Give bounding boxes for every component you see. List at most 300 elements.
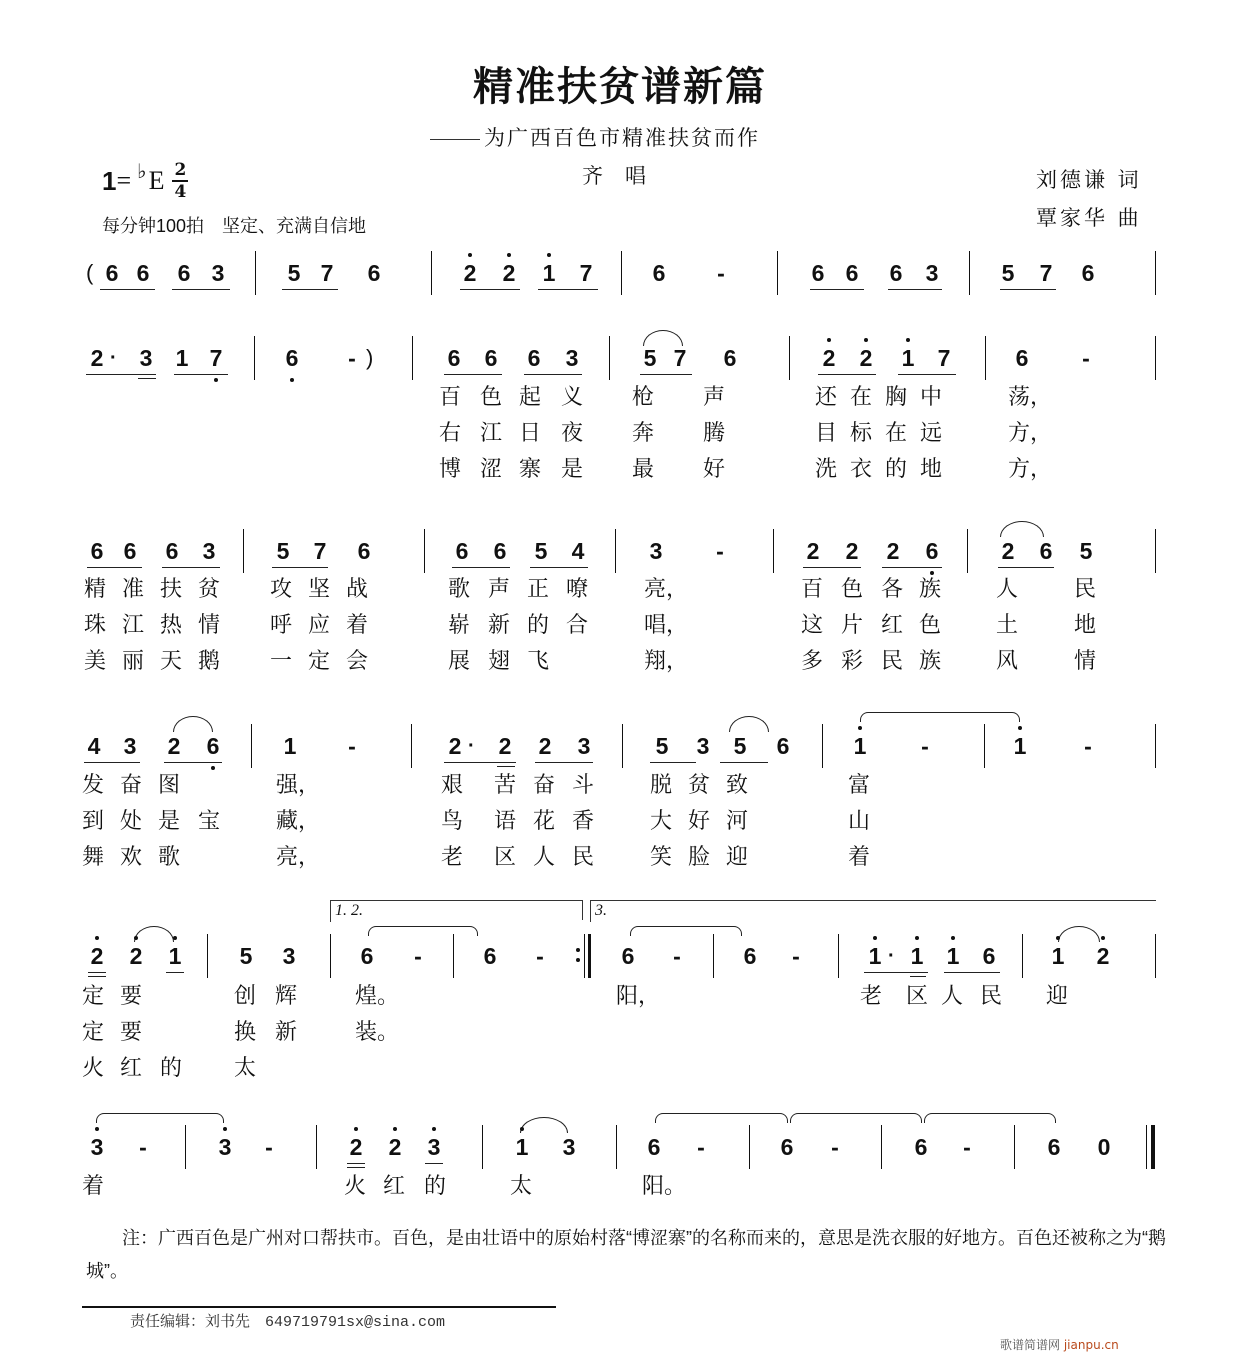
note: 5 [1079, 538, 1093, 564]
lyricist-credit: 刘德谦 词 [1036, 168, 1142, 192]
lyric: 舞 [82, 845, 105, 870]
note: 6 [177, 260, 191, 286]
tie [860, 712, 1020, 722]
note: 6 [447, 345, 461, 371]
note: 6 [123, 538, 137, 564]
lyric: 贫 [198, 577, 221, 602]
note: 1 [1010, 728, 1030, 764]
lyric: 图 [158, 773, 181, 798]
underline [88, 972, 106, 973]
lyrics-final [0, 1170, 1240, 1204]
lyric: 着 [346, 613, 369, 638]
underline [864, 972, 928, 973]
note: 6 [357, 538, 371, 564]
time-top: 2 [174, 160, 187, 180]
lyric: 色 [480, 385, 503, 410]
note: 5 [276, 538, 290, 564]
barline [255, 251, 256, 295]
barline [424, 529, 425, 573]
lyric: 民 [881, 649, 904, 674]
note: 1 [850, 728, 870, 764]
lyric: 洗 [815, 457, 838, 482]
note: 6 [90, 538, 104, 564]
lyric: 火 [82, 1056, 105, 1081]
note: 6 [493, 538, 507, 564]
note: - [963, 1134, 971, 1160]
barline [713, 934, 714, 978]
underline [810, 289, 864, 290]
barline [616, 1125, 617, 1169]
lyric: 枪 [632, 385, 655, 410]
lyric: 脱 [650, 773, 673, 798]
note: 3 [282, 943, 296, 969]
lyric: 斗 [572, 773, 595, 798]
lyric: 地 [920, 457, 943, 482]
key-tonic: E [148, 166, 165, 195]
lyric: 飞 [527, 649, 550, 674]
note: 1 [943, 938, 963, 974]
lyric: 片 [841, 613, 864, 638]
lyric: 煌。 [355, 984, 400, 1009]
note: 3 [139, 345, 153, 371]
underline [898, 374, 956, 375]
lyric: 正 [527, 577, 550, 602]
tie [96, 1113, 224, 1123]
barline [984, 724, 985, 768]
lyric: 迎 [726, 845, 749, 870]
lyric: 合 [566, 613, 589, 638]
note: 7 [206, 340, 226, 376]
note: 7 [579, 260, 593, 286]
lyric: 亮， [276, 845, 321, 870]
note: 1 [865, 938, 885, 974]
lyric: 起 [519, 385, 542, 410]
lyric: 定 [82, 984, 105, 1009]
note: 3 [87, 1129, 107, 1165]
note: 6 [776, 733, 790, 759]
lyric: 香 [572, 809, 595, 834]
lyric: 嘹 [566, 577, 589, 602]
barline [985, 336, 986, 380]
note: 3 [925, 260, 939, 286]
note: 6 [914, 1134, 928, 1160]
lyric: 鹅 [198, 649, 221, 674]
tie [790, 1113, 922, 1123]
barline [1155, 934, 1156, 978]
song-title: 精准扶贫谱新篇 [473, 63, 767, 110]
lyric: 战 [346, 577, 369, 602]
lyric: 着 [848, 845, 871, 870]
lyric: 山 [848, 809, 871, 834]
note: 1 [539, 255, 559, 291]
note: 6 [647, 1134, 661, 1160]
lyric: 地 [1074, 613, 1097, 638]
underline [282, 289, 338, 290]
note: 6 [165, 538, 179, 564]
lyric: 胸 [885, 385, 908, 410]
lyric: 衣 [850, 457, 873, 482]
underline [88, 976, 106, 977]
lyric: 定 [308, 649, 331, 674]
note: 4 [571, 538, 585, 564]
barline [1155, 724, 1156, 768]
note: 1 [898, 340, 918, 376]
lyric: 太 [234, 1056, 257, 1081]
lyric: 中 [920, 385, 943, 410]
lyrics-verse-1 [0, 769, 1240, 803]
barline [838, 934, 839, 978]
note: 6 [743, 943, 757, 969]
note: 6 [1047, 1134, 1061, 1160]
lyric: 民 [1074, 577, 1097, 602]
barline [1155, 251, 1156, 295]
note: 7 [673, 345, 687, 371]
note: 7 [320, 260, 334, 286]
lyric: 火 [344, 1174, 367, 1199]
staff-line-6 [0, 1129, 1240, 1165]
tie [630, 926, 742, 936]
note: 6 [780, 1134, 794, 1160]
lyric: 藏， [276, 809, 321, 834]
lyric: 美 [84, 649, 107, 674]
barline [431, 251, 432, 295]
lyric: 在 [850, 385, 873, 410]
key-signature [102, 156, 188, 206]
note: 7 [313, 538, 327, 564]
note: 2 [1093, 938, 1113, 974]
underline [172, 289, 230, 290]
note: 6 [282, 340, 302, 376]
lyric: 热 [160, 613, 183, 638]
underline [87, 567, 142, 568]
lyric: 富 [848, 773, 871, 798]
lyrics-verse-3 [0, 645, 1240, 679]
lyric: 土 [996, 613, 1019, 638]
note: 5 [287, 260, 301, 286]
lyric: 区 [906, 984, 929, 1009]
key-degree: 1 [102, 165, 117, 196]
note: 2 [498, 733, 512, 759]
note: 6 [922, 533, 942, 569]
note: - [717, 260, 725, 286]
lyric: 好 [703, 457, 726, 482]
repeat-sign [576, 944, 580, 968]
lyric: 老 [860, 984, 883, 1009]
lyric: 的 [424, 1174, 447, 1199]
lyric: 艰 [441, 773, 464, 798]
lyric: 定 [82, 1020, 105, 1045]
lyric: 坚 [308, 577, 331, 602]
underline [1000, 289, 1056, 290]
underline [138, 378, 156, 379]
augmentation-dot: · [110, 347, 117, 369]
underline [162, 567, 220, 568]
note: 2 [90, 345, 104, 371]
note: 3 [577, 733, 591, 759]
note: - [792, 943, 800, 969]
note: - [831, 1134, 839, 1160]
lyric: 红 [383, 1174, 406, 1199]
lyric: 远 [920, 421, 943, 446]
lyric: 好 [688, 809, 711, 834]
note: 2 [845, 538, 859, 564]
lyric: 宝 [198, 809, 221, 834]
lyric: 致 [726, 773, 749, 798]
underline [888, 289, 942, 290]
lyric: 方， [1008, 421, 1053, 446]
lyric: 百 [439, 385, 462, 410]
underline [272, 567, 328, 568]
note: 1 [165, 938, 185, 974]
watermark-site-link[interactable]: jianpu.cn [1063, 1338, 1119, 1352]
note: 3 [562, 1134, 576, 1160]
lyrics-verse-3 [0, 453, 1240, 487]
note: 6 [484, 345, 498, 371]
lyric: 的 [885, 457, 908, 482]
lyric: 处 [120, 809, 143, 834]
staff-line-5 [0, 938, 1240, 974]
barline [412, 336, 413, 380]
note: 6 [483, 943, 497, 969]
lyric: 大 [650, 809, 673, 834]
barline [1022, 934, 1023, 978]
note: 6 [652, 260, 666, 286]
note: 6 [811, 260, 825, 286]
note: 3 [565, 345, 579, 371]
note: - [414, 943, 422, 969]
lyric: 江 [480, 421, 503, 446]
lyric: 翅 [488, 649, 511, 674]
lyric: 目 [815, 421, 838, 446]
lyric: 贫 [688, 773, 711, 798]
barline [881, 1125, 882, 1169]
note: 2 [87, 938, 107, 974]
barline [254, 336, 255, 380]
note: 3 [211, 260, 225, 286]
lyric: 彩 [841, 649, 864, 674]
lyric: 攻 [270, 577, 293, 602]
lyric: 的 [160, 1056, 183, 1081]
tie [924, 1113, 1056, 1123]
volta-bracket-3: 3. [590, 900, 1156, 922]
note: - [348, 733, 356, 759]
barline [789, 336, 790, 380]
staff-line-2 [0, 340, 1240, 376]
barline [330, 934, 331, 978]
note: 3 [215, 1129, 235, 1165]
lyrics-verse-1 [0, 573, 1240, 607]
barline [316, 1125, 317, 1169]
underline [84, 762, 140, 763]
note: 5 [733, 733, 747, 759]
staff-line-3 [0, 533, 1240, 569]
underline [100, 289, 155, 290]
footnote: 注：广西百色是广州对口帮扶市。百色，是由壮语中的原始村落“博涩寨”的名称而来的，意思是洗衣服的好地方。百色还被称之为“鹅城”。 [86, 1228, 1166, 1281]
lyric: 到 [82, 809, 105, 834]
lyric: 声 [703, 385, 726, 410]
note: 7 [1039, 260, 1053, 286]
note: 2 [806, 538, 820, 564]
barline [609, 336, 610, 380]
barline [1155, 529, 1156, 573]
note: 1 [283, 733, 297, 759]
barline [777, 251, 778, 295]
lyrics-verse-2 [0, 417, 1240, 451]
subtitle-dash [430, 139, 480, 140]
lyric: 族 [919, 649, 942, 674]
lyric: 区 [494, 845, 517, 870]
lyrics-verse-3 [0, 1052, 1240, 1086]
repeat-barline [584, 934, 591, 978]
lyrics-verse-1 [0, 980, 1240, 1014]
underline [174, 374, 228, 375]
time-bottom: 4 [174, 182, 187, 202]
note: 2 [460, 255, 480, 291]
lyric: 声 [488, 577, 511, 602]
song-subtitle [430, 122, 760, 152]
lyrics-verse-1 [0, 381, 1240, 415]
lyric: 新 [275, 1020, 298, 1045]
note: 2 [538, 733, 552, 759]
note: 2 [499, 255, 519, 291]
note: 6 [1039, 538, 1053, 564]
lyric: 还 [815, 385, 838, 410]
watermark [1000, 1336, 1119, 1353]
lyric: 的 [527, 613, 550, 638]
lyrics-verse-2 [0, 609, 1240, 643]
lyric: 在 [885, 421, 908, 446]
barline [411, 724, 412, 768]
lyrics-verse-2 [0, 805, 1240, 839]
footer-divider [82, 1306, 556, 1308]
note: - [697, 1134, 705, 1160]
note: 3 [123, 733, 137, 759]
note: 3 [696, 733, 710, 759]
underline [650, 762, 696, 763]
lyric: 阳， [616, 984, 661, 1009]
volta-end [582, 900, 583, 920]
note: 5 [643, 345, 657, 371]
note: 1 [175, 345, 189, 371]
note: - [348, 345, 356, 371]
note: - [716, 538, 724, 564]
lyric: 呼 [270, 613, 293, 638]
lyric: 日 [519, 421, 542, 446]
lyric: 百 [801, 577, 824, 602]
final-barline [1146, 1125, 1155, 1169]
lyric: 强， [276, 773, 321, 798]
underline [452, 567, 510, 568]
lyric: 红 [881, 613, 904, 638]
lyric: 色 [841, 577, 864, 602]
barline [251, 724, 252, 768]
lyric: 最 [632, 457, 655, 482]
underline [535, 762, 593, 763]
underline [538, 289, 598, 290]
lyric: 丽 [122, 649, 145, 674]
subtitle-text: 为广西百色市精准扶贫而作 [484, 126, 760, 150]
note: 2 [1001, 538, 1015, 564]
note: - [536, 943, 544, 969]
barline [453, 934, 454, 978]
underline [444, 762, 516, 763]
lyric: 唱， [644, 613, 689, 638]
lyric: 是 [158, 809, 181, 834]
lyric: 族 [919, 577, 942, 602]
lyric: 民 [980, 984, 1003, 1009]
lyric: 风 [996, 649, 1019, 674]
watermark-cn: 歌谱简谱网 [1000, 1338, 1061, 1352]
note: 6 [1015, 345, 1029, 371]
lyric: 博 [439, 457, 462, 482]
lyric: 义 [561, 385, 584, 410]
lyric: 歌 [158, 845, 181, 870]
underline [524, 374, 582, 375]
lyric: 笑 [650, 845, 673, 870]
underline [166, 972, 184, 973]
underline [497, 766, 515, 767]
lyric: 语 [494, 809, 517, 834]
barline [749, 1125, 750, 1169]
lyric: 红 [120, 1056, 143, 1081]
lyric: 太 [510, 1174, 533, 1199]
underline [347, 1163, 365, 1164]
note: 6 [455, 538, 469, 564]
barline [773, 529, 774, 573]
note: - [139, 1134, 147, 1160]
lyric: 翔， [644, 649, 689, 674]
note: 6 [203, 728, 223, 764]
underline [164, 762, 222, 763]
barline [967, 529, 968, 573]
note: 6 [845, 260, 859, 286]
lyrics-verse-3 [0, 841, 1240, 875]
lyric: 歌 [448, 577, 471, 602]
note: - [921, 733, 929, 759]
lyric: 脸 [688, 845, 711, 870]
lyric: 创 [234, 984, 257, 1009]
note: 1 [1048, 938, 1068, 974]
note: 3 [649, 538, 663, 564]
lyric: 人 [941, 984, 964, 1009]
note: 2 [448, 733, 462, 759]
barline [207, 934, 208, 978]
lyric: 应 [308, 613, 331, 638]
note: 4 [87, 733, 101, 759]
note: 6 [982, 943, 996, 969]
note: 5 [239, 943, 253, 969]
note: 6 [360, 943, 374, 969]
performance-style: 齐唱 [582, 164, 668, 188]
lyric: 装。 [355, 1020, 400, 1045]
underline [910, 976, 926, 977]
augmentation-dot: · [468, 735, 475, 757]
underline [640, 374, 692, 375]
note: 3 [202, 538, 216, 564]
underline [425, 1163, 443, 1164]
close-paren: ) [366, 345, 374, 370]
lyric: 腾 [703, 421, 726, 446]
lyric: 方， [1008, 457, 1053, 482]
underline [460, 289, 520, 290]
lyric: 奋 [533, 773, 556, 798]
barline [482, 1125, 483, 1169]
lyric: 河 [726, 809, 749, 834]
underline [803, 567, 861, 568]
lyrics-verse-2 [0, 1016, 1240, 1050]
lyric: 着 [82, 1174, 105, 1199]
note: - [1082, 345, 1090, 371]
